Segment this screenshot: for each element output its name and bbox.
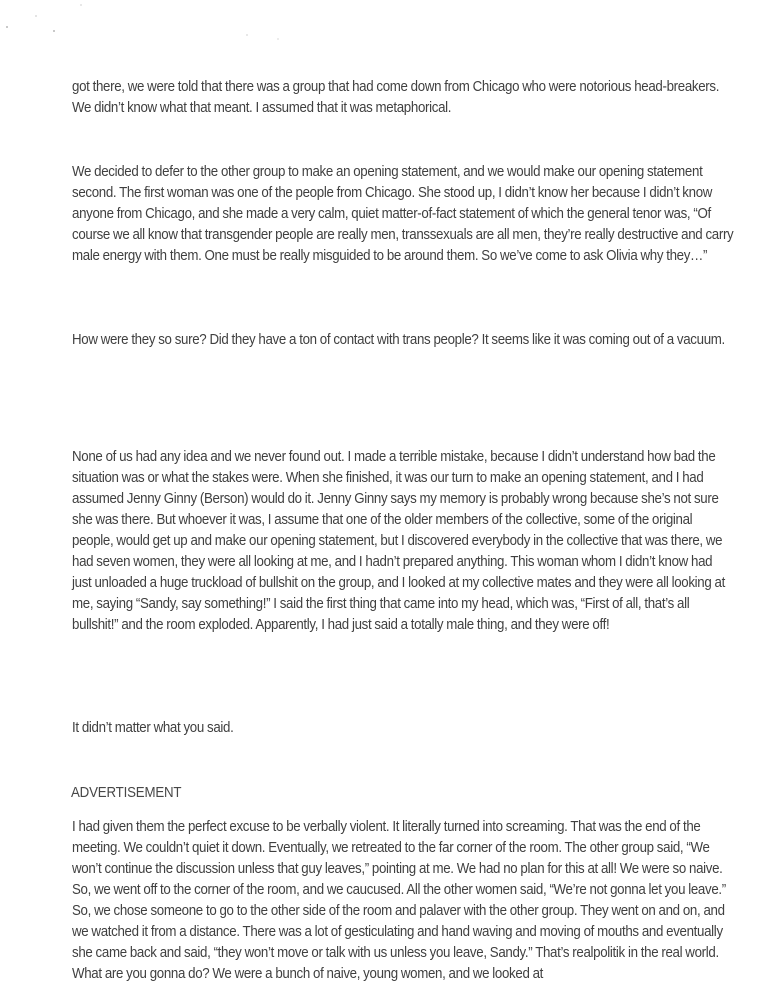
paragraph-terrible-mistake: None of us had any idea and we never found out. I made a terrible mistake, because I didn’t understand how bad the situation was or what the stakes were. When she finished, it was our turn to make an opening statement, and I had assumed Jenny Ginny (Berson) would do it. Jenny Ginny says my memory is probably wrong because she’s not sure she was there. But whoever it was, I assume that one of the older members of the collective, some of the original people, would get up and make our opening statement, but I discovered everybody in the collective that was there, we had seven women, they were all looking at me, and I hadn’t prepared anything. This woman whom I didn’t know had just unloaded a huge truckload of bullshit on the group, and I looked at my collective mates and they were all looking at me, saying “Sandy, say something!” I said the first thing that came into my head, which was, “First of all, that’s all bullshit!” and the room exploded. Apparently, I had just said a totally male thing, and they were off! — [72, 449, 725, 633]
paragraph-didnt-matter: It didn’t matter what you said. — [72, 720, 234, 736]
scan-speck — [53, 30, 55, 32]
advertisement-label: ADVERTISEMENT — [71, 785, 182, 801]
paragraph-verbally-violent: I had given them the perfect excuse to be verbally violent. It literally turned into screaming. That was the end of the meeting. We couldn’t quiet it down. Eventually, we retreated to the far corner of the room. The other group said, “We won’t continue the discussion unless that guy leaves,” pointing at me. We had no plan for this at all! We were so naive. So, we went off to the corner of the room, and we caucused. All the other women said, “We’re not gonna let you leave.” So, we chose someone to go to the other side of the room and palaver with the other group. They went on and on, and we watched it from a distance. There was a lot of gesticulating and hand waving and moving of mouths and eventually she came back and said, “they won’t move or talk with us unless you leave, Sandy.” That’s realpolitik in the real world. What are you gonna do? We were a bunch of naive, young women, and we looked at — [72, 819, 726, 982]
scan-speck — [277, 38, 279, 40]
paragraph-opening-statement: We decided to defer to the other group to make an opening statement, and we would make our opening statement second. The first woman was one of the people from Chicago. She stood up, I didn’t know her because I didn’t know anyone from Chicago, and she made a very calm, quiet matter-of-fact statement of which the general tenor was, “Of course we all know that transgender people are really men, transsexuals are all men, they’re really destructive and carry male energy with them. One must be really misguided to be around them. So we’ve come to ask Olivia why they…” — [72, 164, 734, 264]
scan-speck — [80, 4, 82, 6]
paragraph-question-vacuum: How were they so sure? Did they have a ton of contact with trans people? It seems like it was coming out of a vacuum. — [72, 332, 725, 348]
scan-speck — [6, 26, 8, 28]
scan-speck — [35, 15, 37, 17]
scan-speck — [246, 34, 248, 36]
paragraph-head-breakers: got there, we were told that there was a group that had come down from Chicago who were notorious head-breakers. We didn’t know what that meant. I assumed that it was metaphorical. — [72, 79, 720, 116]
